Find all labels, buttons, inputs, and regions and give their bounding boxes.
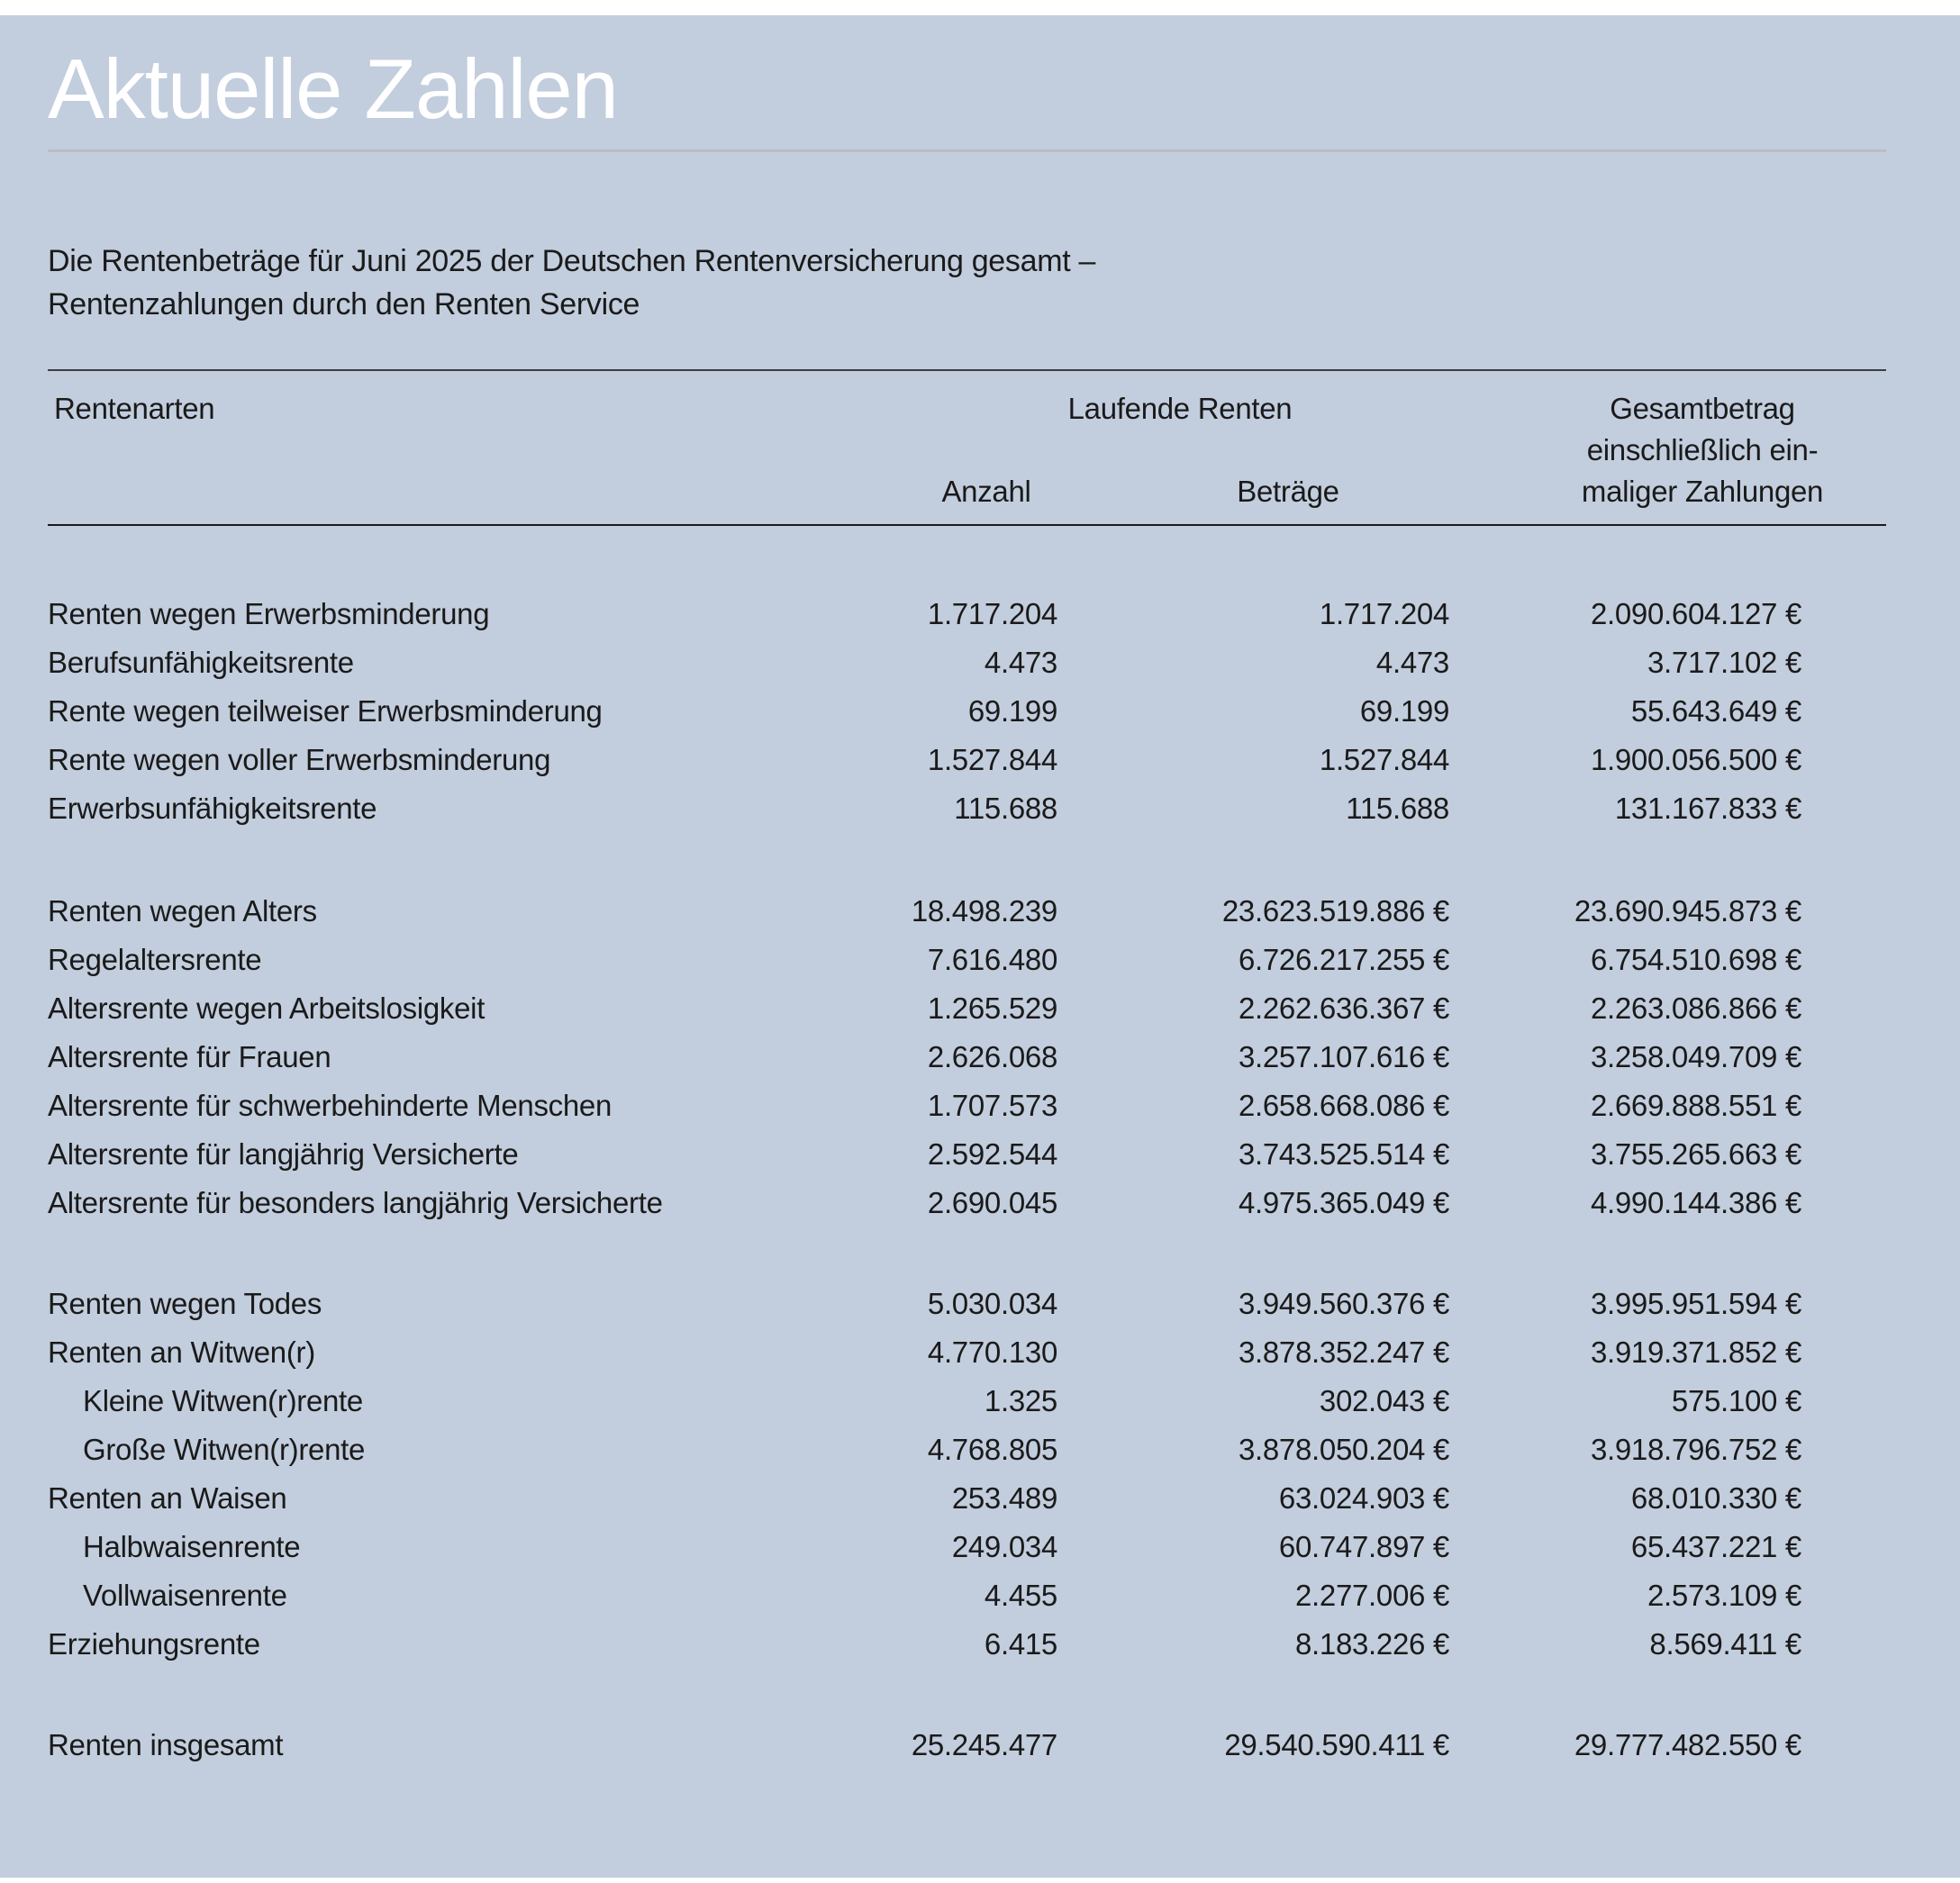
cell-betraege: 1.527.844 [1319, 743, 1449, 776]
table-row [0, 1082, 1960, 1130]
caption-line-2: Rentenzahlungen durch den Renten Service [48, 287, 640, 321]
cell-anzahl: 2.690.045 [927, 1186, 1057, 1219]
cell-gesamtbetrag: 2.669.888.551 € [1590, 1089, 1801, 1122]
cell-anzahl: 1.717.204 [927, 597, 1057, 630]
header-gesamtbetrag-line-1: Gesamtbetrag [1610, 392, 1795, 425]
page-title: Aktuelle Zahlen [48, 41, 618, 136]
header-anzahl: Anzahl [941, 475, 1031, 508]
cell-anzahl: 2.592.544 [927, 1137, 1057, 1171]
table-row [0, 1523, 1960, 1571]
cell-betraege: 2.277.006 € [1294, 1579, 1449, 1612]
cell-gesamtbetrag: 68.010.330 € [1630, 1481, 1801, 1515]
row-label: Erwerbsunfähigkeitsrente [48, 792, 377, 825]
cell-gesamtbetrag: 6.754.510.698 € [1590, 943, 1801, 976]
table-row [0, 1474, 1960, 1523]
table-row [0, 736, 1960, 784]
cell-anzahl: 18.498.239 [911, 894, 1057, 928]
cell-anzahl: 5.030.034 [927, 1287, 1057, 1320]
cell-anzahl: 1.707.573 [927, 1089, 1057, 1122]
cell-betraege: 3.878.050.204 € [1238, 1433, 1449, 1466]
cell-anzahl: 115.688 [954, 792, 1057, 825]
row-label: Altersrente für Frauen [48, 1040, 331, 1073]
table-row [0, 687, 1960, 736]
row-label: Berufsunfähigkeitsrente [48, 646, 354, 679]
row-label: Altersrente für schwerbehinderte Menschen [48, 1089, 612, 1122]
table-row [0, 1179, 1960, 1227]
cell-gesamtbetrag: 131.167.833 € [1614, 792, 1801, 825]
table-row [0, 1033, 1960, 1082]
table-row [0, 1280, 1960, 1328]
cell-gesamtbetrag: 3.717.102 € [1647, 646, 1801, 679]
cell-gesamtbetrag: 3.258.049.709 € [1590, 1040, 1801, 1073]
cell-anzahl: 253.489 [951, 1481, 1057, 1515]
cell-gesamtbetrag: 3.995.951.594 € [1590, 1287, 1801, 1320]
table-header-rule [48, 524, 1886, 526]
cell-gesamtbetrag: 1.900.056.500 € [1590, 743, 1801, 776]
row-label: Halbwaisenrente [83, 1530, 301, 1563]
header-gesamtbetrag-line-3: maliger Zahlungen [1581, 475, 1824, 508]
table-row [0, 984, 1960, 1033]
caption-line-1: Die Rentenbeträge für Juni 2025 der Deutschen Rentenversicherung gesamt – [48, 244, 1096, 278]
cell-betraege: 6.726.217.255 € [1238, 943, 1449, 976]
table-row [0, 590, 1960, 638]
row-label: Erziehungsrente [48, 1627, 260, 1661]
cell-gesamtbetrag: 575.100 € [1671, 1384, 1801, 1417]
row-label: Renten an Witwen(r) [48, 1335, 315, 1369]
cell-betraege: 8.183.226 € [1294, 1627, 1449, 1661]
cell-gesamtbetrag: 65.437.221 € [1630, 1530, 1801, 1563]
header-gesamtbetrag-line-2: einschließlich ein- [1586, 433, 1819, 466]
table-row [0, 936, 1960, 984]
row-label: Renten wegen Alters [48, 894, 317, 928]
table-row [0, 887, 1960, 936]
cell-anzahl: 7.616.480 [927, 943, 1057, 976]
table-row [0, 1130, 1960, 1179]
title-divider [48, 149, 1886, 152]
cell-gesamtbetrag: 29.777.482.550 € [1574, 1728, 1801, 1761]
cell-anzahl: 249.034 [951, 1530, 1057, 1563]
cell-anzahl: 2.626.068 [927, 1040, 1057, 1073]
row-label: Renten insgesamt [48, 1728, 284, 1761]
cell-anzahl: 6.415 [984, 1627, 1057, 1661]
cell-betraege: 3.257.107.616 € [1238, 1040, 1449, 1073]
table-top-rule [48, 369, 1886, 371]
cell-gesamtbetrag: 3.918.796.752 € [1590, 1433, 1801, 1466]
table-row [0, 638, 1960, 687]
cell-betraege: 2.658.668.086 € [1238, 1089, 1449, 1122]
table-row [0, 1328, 1960, 1377]
row-label: Vollwaisenrente [83, 1579, 287, 1612]
table-row [0, 1620, 1960, 1669]
cell-betraege: 1.717.204 [1319, 597, 1449, 630]
header-rentenarten: Rentenarten [54, 392, 215, 425]
row-label: Rente wegen teilweiser Erwerbsminderung [48, 694, 603, 728]
cell-anzahl: 69.199 [967, 694, 1057, 728]
cell-betraege: 115.688 [1346, 792, 1449, 825]
row-label: Renten wegen Todes [48, 1287, 322, 1320]
cell-betraege: 29.540.590.411 € [1224, 1728, 1449, 1761]
cell-betraege: 3.878.352.247 € [1238, 1335, 1449, 1369]
row-label: Altersrente wegen Arbeitslosigkeit [48, 991, 485, 1025]
cell-anzahl: 4.770.130 [927, 1335, 1057, 1369]
cell-betraege: 2.262.636.367 € [1238, 991, 1449, 1025]
cell-anzahl: 1.325 [984, 1384, 1057, 1417]
cell-anzahl: 1.527.844 [927, 743, 1057, 776]
table-row-total [0, 1721, 1960, 1770]
cell-anzahl: 4.473 [984, 646, 1057, 679]
row-label: Altersrente für besonders langjährig Versicherte [48, 1186, 663, 1219]
cell-betraege: 3.743.525.514 € [1238, 1137, 1449, 1171]
cell-betraege: 302.043 € [1319, 1384, 1449, 1417]
header-laufende-renten: Laufende Renten [1067, 392, 1293, 425]
cell-gesamtbetrag: 55.643.649 € [1630, 694, 1801, 728]
table-row [0, 1571, 1960, 1620]
table-caption [48, 240, 1095, 326]
row-label: Altersrente für langjährig Versicherte [48, 1137, 519, 1171]
cell-betraege: 23.623.519.886 € [1221, 894, 1449, 928]
cell-gesamtbetrag: 2.090.604.127 € [1590, 597, 1801, 630]
cell-anzahl: 4.768.805 [927, 1433, 1057, 1466]
cell-betraege: 4.975.365.049 € [1238, 1186, 1449, 1219]
row-label: Regelaltersrente [48, 943, 262, 976]
cell-anzahl: 25.245.477 [911, 1728, 1057, 1761]
row-label: Renten wegen Erwerbsminderung [48, 597, 490, 630]
table-row [0, 1426, 1960, 1474]
cell-gesamtbetrag: 4.990.144.386 € [1590, 1186, 1801, 1219]
cell-betraege: 4.473 [1375, 646, 1449, 679]
row-label: Kleine Witwen(r)rente [83, 1384, 363, 1417]
cell-gesamtbetrag: 3.755.265.663 € [1590, 1137, 1801, 1171]
cell-betraege: 63.024.903 € [1278, 1481, 1449, 1515]
table-row [0, 1377, 1960, 1426]
table-row [0, 784, 1960, 833]
cell-gesamtbetrag: 3.919.371.852 € [1590, 1335, 1801, 1369]
cell-gesamtbetrag: 8.569.411 € [1649, 1627, 1801, 1661]
cell-betraege: 3.949.560.376 € [1238, 1287, 1449, 1320]
cell-gesamtbetrag: 2.263.086.866 € [1590, 991, 1801, 1025]
header-gesamtbetrag [1531, 388, 1874, 512]
cell-gesamtbetrag: 23.690.945.873 € [1574, 894, 1801, 928]
cell-anzahl: 4.455 [984, 1579, 1057, 1612]
cell-betraege: 69.199 [1359, 694, 1449, 728]
cell-betraege: 60.747.897 € [1278, 1530, 1449, 1563]
row-label: Große Witwen(r)rente [83, 1433, 366, 1466]
cell-anzahl: 1.265.529 [927, 991, 1057, 1025]
row-label: Rente wegen voller Erwerbsminderung [48, 743, 551, 776]
row-label: Renten an Waisen [48, 1481, 287, 1515]
header-betraege: Beträge [1237, 475, 1339, 508]
cell-gesamtbetrag: 2.573.109 € [1647, 1579, 1801, 1612]
